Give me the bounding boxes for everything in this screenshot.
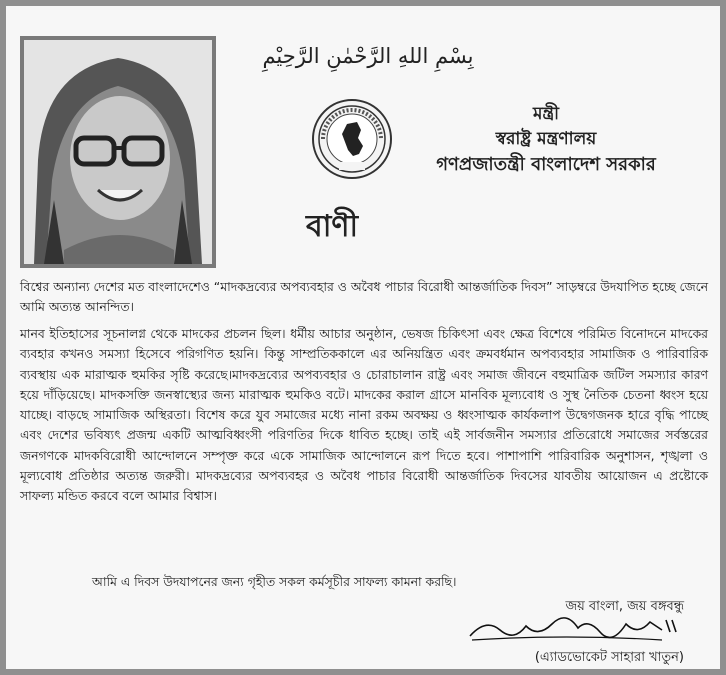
minister-title: মন্ত্রী: [532, 104, 560, 124]
government-name: গণপ্রজাতন্ত্রী বাংলাদেশ সরকার: [436, 154, 656, 175]
message-paragraph-2: মানব ইতিহাসের সূচনালগ্ন থেকে মাদকের প্রচলন ছিল। ধর্মীয় আচার অনুষ্ঠান, ভেষজ চিকিৎসা এবং ক্ষেত্র বিশেষে পরিমিত বিনোদনে মাদকের ব্যবহার কখনও সমস্যা হিসেবে পরিগণিত হয়নি। কিন্তু সাম্প্রতিককালে এর অনিয়ন্ত্রিত এবং ক্রমবর্ধমান অপব্যবহার সামাজিক ও পারিবারিক ব্যবস্থায় এক মারাত্মক হুমকির সৃষ্টি করেছে।মাদকদ্রব্যের অপব্যবহার ও চোরাচালান রাষ্ট্র এবং সমাজ জীবনে বহুমাত্রিক জটিল সমস্যার কারণ হয়ে দাঁড়িয়েছে। মাদকসক্তি জনস্বাস্থ্যের জন্য মারাত্মক হুমকিও বটে। মাদকের করাল গ্রাসে মানবিক মূল্যবোধ ও সুস্থ নৈতিক চেতনা ধ্বংস হয়ে যাচ্ছে। বাড়ছে সামাজিক অস্থিরতা। বিশেষ করে যুব সমাজের মধ্যে নানা রকম অবক্ষয় ও ধ্বংসাত্মক কার্যকলাপ উদ্বেগজনক হারে বৃদ্ধি পাচ্ছে এবং দেশের ভবিষ্যৎ প্রজন্ম একটি আত্মবিধ্বংসী পরিণতির দিকে ধাবিত হচ্ছে। তাই এই সার্বজনীন সমস্যার প্রতিরোধে সমাজের সর্বস্তরের জনগণকে মাদকবিরোধী আন্দোলনে সম্পৃক্ত করে একে সামাজিক আন্দোলনে রূপ দিতে হবে। পাশাপাশি পারিবারিক অনুশাসন, শৃঙ্খলা ও মূল্যবোধ প্রতিষ্ঠার অত্যন্ত জরুরী। মাদকদ্রব্যের অপব্যবহর ও অবৈধ পাচার বিরোধী আন্তর্জাতিক দিবসের যাবতীয় আয়োজন এ প্রষ্টোকে সাফল্য মন্ডিত করবে বলে আমার বিশ্বাস।: [20, 326, 708, 504]
handwritten-signature: [466, 614, 678, 644]
message-wish: আমি এ দিবস উদযাপনের জন্য গৃহীত সকল কর্মসূচীর সাফল্য কামনা করছি।: [92, 574, 457, 589]
closing-slogan: জয় বাংলা, জয় বঙ্গবন্ধু: [565, 599, 684, 614]
message-title: বাণী: [306, 209, 359, 244]
minister-portrait: [20, 36, 216, 268]
ministry-name: স্বরাষ্ট্র মন্ত্রণালয়: [495, 129, 597, 149]
portrait-image: [24, 40, 212, 264]
signer-name: (এ্যাডভোকেট সাহারা খাতুন): [534, 650, 684, 665]
signature-image: [466, 614, 678, 644]
government-seal: [311, 98, 393, 180]
minister-designation: [406, 102, 686, 177]
message-page: [6, 6, 720, 669]
basmala-calligraphy: بِسْمِ اللهِ الرَّحْمٰنِ الرَّحِيْمِ: [262, 44, 474, 68]
bangladesh-seal-icon: [311, 98, 393, 180]
message-paragraph-1: বিশ্বের অন্যান্য দেশের মত বাংলাদেশেও “মাদকদ্রব্যের অপব্যবহার ও অবৈধ পাচার বিরোধী আন্তর্জাতিক দিবস” সাড়ম্বরে উদযাপিত হচ্ছে জেনে আমি অত্যন্ত আনন্দিত।: [20, 279, 708, 315]
